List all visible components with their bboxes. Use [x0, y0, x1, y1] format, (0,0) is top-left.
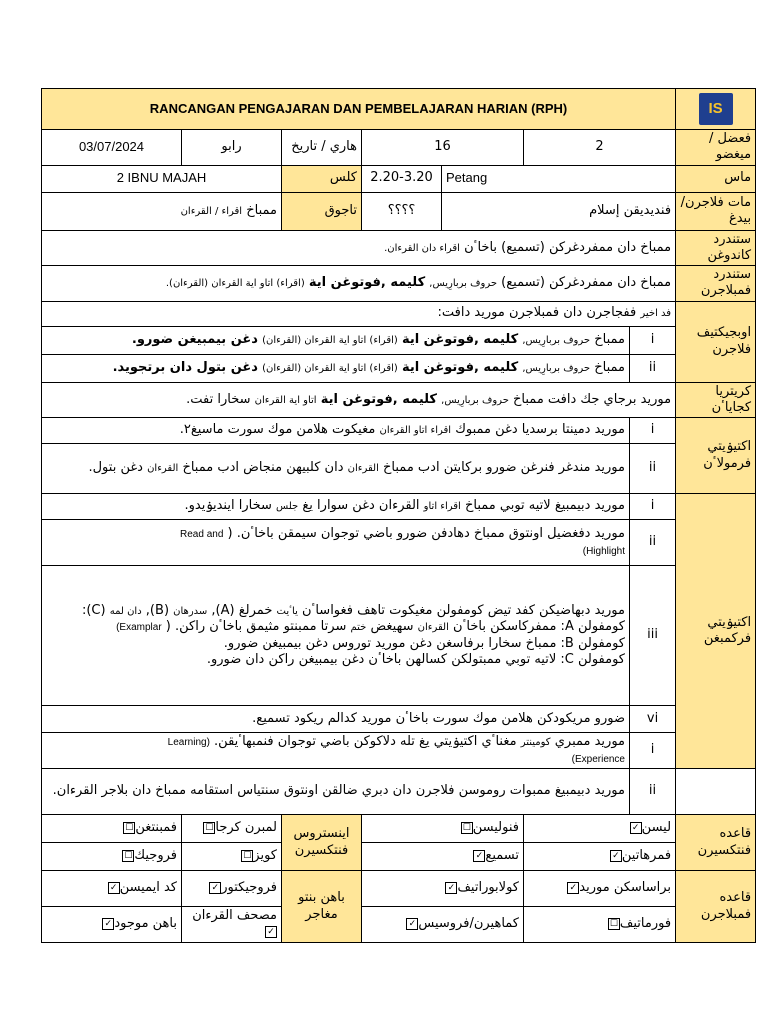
checkbox-checked-icon[interactable]: ✓: [630, 822, 642, 834]
objective-text: [42, 354, 630, 382]
post-i-en1: (Learning: [167, 737, 210, 749]
checkbox-checked-icon[interactable]: ✓: [406, 918, 418, 930]
content-standard-label: ستندرد كاندوغن: [676, 230, 756, 266]
title-row: [42, 89, 756, 130]
main-iii-s2: سدرهان: [173, 606, 208, 617]
content-standard-value: [42, 230, 676, 266]
criteria-row: [42, 382, 756, 418]
aid-option-label: كد ايميسن: [119, 880, 177, 896]
main-i-s2: جلس: [276, 501, 299, 513]
aid-option[interactable]: [42, 907, 182, 943]
assessment-label: قاعده فنتكسيرن: [676, 815, 756, 871]
objective-text: [42, 326, 630, 354]
main-activity-number: vi: [630, 706, 676, 733]
method-option-label: فورماتيف: [619, 916, 672, 932]
pre-activity-text: [42, 444, 630, 494]
aid-option-label: مصحف القرءان: [192, 908, 277, 924]
main-iii-t2: خمرلغ (A),: [211, 603, 273, 618]
assessment-mid-label: اينستروس فنتكسيرن: [282, 815, 362, 871]
pre-1-s1: اقراء اتاو القرءان: [379, 425, 452, 437]
main-activity-text: ضورو مريكودكن هلامن موك سورت باخاٴن موريد كدالم ريكود تسميع.: [42, 706, 630, 733]
criteria-t1: موريد برجاي جك دافت ممباخ: [513, 391, 672, 407]
main-activity-text: [42, 520, 630, 566]
learning-standard-text: ممباخ دان ممفردغركن (تسميع): [501, 275, 672, 291]
assessment-option-label: فروجيك: [134, 848, 177, 864]
method-option[interactable]: [524, 871, 676, 907]
main-iii-t1: موريد دبهاضيكن كفد تيض كومفولن مغيكوت تاهف فغواساٴن: [302, 603, 625, 618]
pre-activity-text: [42, 418, 630, 444]
checkbox-icon[interactable]: ☐: [124, 850, 133, 861]
main-activity-row: [42, 566, 756, 706]
aid-option[interactable]: [182, 871, 282, 907]
main-activity-row: [42, 520, 756, 566]
objective-2-t1: ممباخ: [594, 359, 625, 375]
pre-1-t2: مغيكوت هلامن موك سورت ماسيغ٢.: [179, 422, 376, 438]
assessment-row: [42, 815, 756, 843]
topic-area-small: اقراء / القرءان: [180, 205, 243, 217]
main-activity-row: [42, 706, 756, 733]
learning-standard-text-2: كليمه ,فوتوغن اية: [308, 275, 426, 291]
subject-label: مات فلاجرن/ بيدغ: [676, 192, 756, 230]
objectives-intro: [42, 301, 676, 326]
page-title: RANCANGAN PENGAJARAN DAN PEMBELAJARAN HARIAN (RPH): [42, 89, 676, 130]
pre-2-t3: دغن بتول.: [88, 460, 143, 476]
assessment-option[interactable]: [182, 815, 282, 843]
checkbox-checked-icon[interactable]: ✓: [108, 882, 120, 894]
methods-row: [42, 907, 756, 943]
post-activity-number: i: [630, 733, 676, 769]
pre-activity-label: اكتيۏيتي فرمولاٴن: [676, 418, 756, 494]
objectives-label: اوبجيكتيف فلاجرن: [676, 301, 756, 382]
time-value: 2.20-3.20: [362, 165, 442, 192]
pre-activity-row: [42, 444, 756, 494]
main-activity-number: ii: [630, 520, 676, 566]
objective-1-t2: كليمه ,فوتوغن اية: [401, 331, 519, 347]
main-iii-t3: (B),: [145, 603, 170, 618]
methods-row: [42, 871, 756, 907]
criteria-label: كريتريا كجاياٴن: [676, 382, 756, 418]
date-value: 03/07/2024: [42, 130, 182, 166]
post-activity-text: موريد دبيمبيغ ممبوات روموسن فلاجرن دان دبري ضالقن اونتوق سنتياس استقامه ممباخ دان بلاجر القرءان.: [42, 769, 630, 815]
main-iii-t4: (C):: [81, 603, 106, 618]
info-row-3: [42, 192, 756, 230]
assessment-option[interactable]: [42, 843, 182, 871]
objective-2-t2: كليمه ,فوتوغن اية: [401, 359, 519, 375]
checkbox-checked-icon[interactable]: ✓: [209, 882, 221, 894]
info-row-1: [42, 130, 756, 166]
aid-option-label: باهن موجود: [114, 916, 177, 932]
assessment-option-label: فمرهاتين: [621, 848, 672, 864]
main-iii-a-t1: كومفولن A: ممفركاسكن باخاٴن: [453, 619, 625, 635]
post-i-s1: كومينتر: [520, 737, 551, 749]
main-activity-label: اكتيۏيتي فركمبغن: [676, 494, 756, 769]
pre-2-s1: القرءان: [347, 463, 379, 475]
main-activity-text: [42, 494, 630, 520]
objective-1-t1: ممباخ: [594, 331, 625, 347]
pre-activity-number: ii: [630, 444, 676, 494]
post-i-en2: Experience): [571, 753, 625, 765]
week-value: 16: [362, 130, 524, 166]
main-ii-en2: Highlight): [582, 545, 625, 557]
pre-1-t1: موريد دمينتا برسديا دغن ممبوك: [455, 422, 625, 438]
learning-standard-value: [42, 266, 676, 302]
content-standard-row: [42, 230, 756, 266]
method-option[interactable]: [524, 907, 676, 943]
main-i-t3: سخارا اينديۏيدو.: [184, 498, 272, 514]
main-iii-a-t2: سهيغض: [370, 619, 414, 635]
topic-area: [42, 192, 282, 230]
assessment-option-label: فنوليسن: [472, 820, 519, 836]
content-standard-small: اقراء دان القرءان.: [384, 242, 460, 254]
main-iii-a-s1: القرءان: [417, 622, 449, 634]
objectives-intro-text: ففجاجرن دان فمبلاجرن موريد دافت:: [437, 305, 637, 321]
main-i-s1: اقراء اتاو: [423, 501, 461, 513]
objective-2-s1: حروف بربارِيس,: [522, 362, 591, 374]
method-option[interactable]: [362, 907, 524, 943]
main-activity-row: [42, 494, 756, 520]
methods-label: قاعده فمبلاجرن: [676, 871, 756, 943]
checkbox-icon[interactable]: ☐: [125, 822, 134, 833]
main-iii-a-en: Examplar): [116, 622, 162, 634]
checkbox-checked-icon[interactable]: ✓: [265, 926, 277, 938]
criteria-t3: سخارا تفت.: [186, 391, 251, 407]
assessment-option[interactable]: [524, 843, 676, 871]
checkbox-checked-icon[interactable]: ✓: [610, 850, 622, 862]
pre-2-s2: القرءان: [147, 463, 179, 475]
post-activity-number: ii: [630, 769, 676, 815]
period-value: Petang: [442, 165, 676, 192]
method-option-label: كولابوراتيف: [457, 880, 519, 896]
topic-area-value: ممباخ: [246, 202, 277, 218]
assessment-option[interactable]: [362, 815, 524, 843]
assessment-option[interactable]: [182, 843, 282, 871]
assessment-option-label: كويز: [253, 848, 277, 864]
pre-2-t2: دان كلبيهن منجاض ادب ممباخ: [182, 460, 344, 476]
main-activity-number: iii: [630, 566, 676, 706]
main-iii-a-s2: ختم: [350, 622, 367, 634]
class-label: كلس: [282, 165, 362, 192]
pre-activity-number: i: [630, 418, 676, 444]
class-value: 2 IBNU MAJAH: [42, 165, 282, 192]
aid-option[interactable]: [182, 907, 282, 943]
learning-standard-row: [42, 266, 756, 302]
main-ii-t1: موريد دفغضيل اونتوق ممباخ دهادفن ضورو باضي توجوان سيمقن باخاٴن. (: [227, 526, 625, 542]
teaching-aid-label: باهن بنتو مغاجر: [282, 871, 362, 943]
main-iii-c: كومفولن C: لاتيه توبي ممبتولكن كسالهن باخاٴن دغن بيمبيغن راكن دان ضورو.: [206, 651, 625, 667]
learning-standard-small-1: حروف بربارِيس,: [429, 278, 498, 290]
objectives-intro-small: فد اخير: [640, 308, 672, 320]
topic-value: ؟؟؟؟: [362, 192, 442, 230]
assessment-option[interactable]: [362, 843, 524, 871]
main-activity-text: [42, 566, 630, 706]
checkbox-checked-icon[interactable]: ✓: [102, 918, 114, 930]
main-ii-en1: Read and: [180, 529, 224, 541]
day-label: هاري / تاريخ: [282, 130, 362, 166]
content-standard-text: ممباخ دان ممفردغركن (تسميع) باخاٴن: [464, 239, 672, 255]
objective-number: i: [630, 326, 676, 354]
assessment-row: [42, 843, 756, 871]
assessment-option-label: فمبنتغن: [135, 820, 177, 836]
checkbox-icon[interactable]: ☐: [609, 918, 618, 929]
method-option-label: براساسكن موريد: [579, 880, 672, 896]
time-label: ماس: [676, 165, 756, 192]
post-i-t2: مغناٴي اكتيۏيتي يغ تله دلاكوكن باضي توجوان فنمبهاٴيقن.: [214, 734, 517, 750]
post-i-t1: موريد ممبري: [554, 734, 625, 750]
checkbox-checked-icon[interactable]: ✓: [445, 882, 457, 894]
main-i-t2: القرءان دغن سوارا يغ: [302, 498, 420, 514]
objective-item: [42, 326, 756, 354]
criteria-t2: كليمه ,فوتوغن اية: [320, 391, 437, 407]
subject-value: فنديديقن إسلام: [442, 192, 676, 230]
criteria-s2: اتاو اية القرءان: [254, 394, 317, 406]
assessment-option[interactable]: [42, 815, 182, 843]
learning-standard-small-2: (اقراء) اتاو اية القرءان (القرءان).: [165, 278, 305, 290]
aid-option-label: فروجيكتور: [221, 880, 277, 896]
objective-1-s1: حروف بربارِيس,: [522, 334, 591, 346]
method-option[interactable]: [362, 871, 524, 907]
criteria-text: [42, 382, 676, 418]
objective-1-s2: (اقراء) اتاو اية القرءان (القرءان): [262, 334, 398, 346]
assessment-option-label: لمبرن كرجا: [215, 820, 277, 836]
school-logo: [676, 89, 756, 130]
day-value: رابو: [182, 130, 282, 166]
main-iii-a-t3: سرتا ممبنتو مثيمق باخاٴن راكن. (: [165, 619, 347, 635]
objective-item: [42, 354, 756, 382]
criteria-s1: حروف بربارِيس,: [441, 394, 509, 406]
logo-icon: IS: [699, 93, 733, 125]
assessment-option-label: تسميع: [485, 848, 519, 864]
method-option-label: كماهيرن/فروسيس: [418, 916, 519, 932]
main-iii-s1: ياٴيت: [276, 606, 298, 617]
checkbox-checked-icon[interactable]: ✓: [567, 882, 579, 894]
learning-standard-label: ستندرد فمبلاجرن: [676, 266, 756, 302]
main-i-t1: موريد دبيمبيغ لاتيه توبي ممباخ: [464, 498, 625, 514]
post-activity-row: [42, 769, 756, 815]
checkbox-icon[interactable]: ☐: [205, 822, 214, 833]
rph-document: [41, 88, 755, 937]
fasal-value: 2: [524, 130, 676, 166]
post-activity-row: [42, 733, 756, 769]
objective-2-s2: (اقراء) اتاو اية القرءان (القرءان): [262, 362, 398, 374]
checkbox-icon[interactable]: ☐: [243, 850, 252, 861]
aid-option[interactable]: [42, 871, 182, 907]
objectives-intro-row: [42, 301, 756, 326]
main-iii-s3: دان لمه: [109, 606, 142, 617]
main-activity-number: i: [630, 494, 676, 520]
main-iii-b: كومفولن B: ممباخ سخارا برفاسغن دغن موريد توروس دغن بيمبيغن ضورو.: [223, 635, 625, 651]
assessment-option[interactable]: [524, 815, 676, 843]
info-row-2: [42, 165, 756, 192]
objective-2-t3: دغن بتول دان برتجويد.: [112, 359, 258, 375]
objective-number: ii: [630, 354, 676, 382]
rph-table: [41, 88, 756, 943]
assessment-option-label: ليسن: [641, 820, 672, 836]
fasal-label: فعضل / ميغضو: [676, 130, 756, 166]
checkbox-icon[interactable]: ☐: [462, 822, 471, 833]
topic-label: تاجوق: [282, 192, 362, 230]
pre-activity-row: [42, 418, 756, 444]
pre-2-t1: موريد مندغر فنرغن ضورو بركايتن ادب ممباخ: [383, 460, 625, 476]
post-activity-text: [42, 733, 630, 769]
objective-1-t3: دغن بيمبيغن ضورو.: [131, 331, 258, 347]
checkbox-checked-icon[interactable]: ✓: [473, 850, 485, 862]
